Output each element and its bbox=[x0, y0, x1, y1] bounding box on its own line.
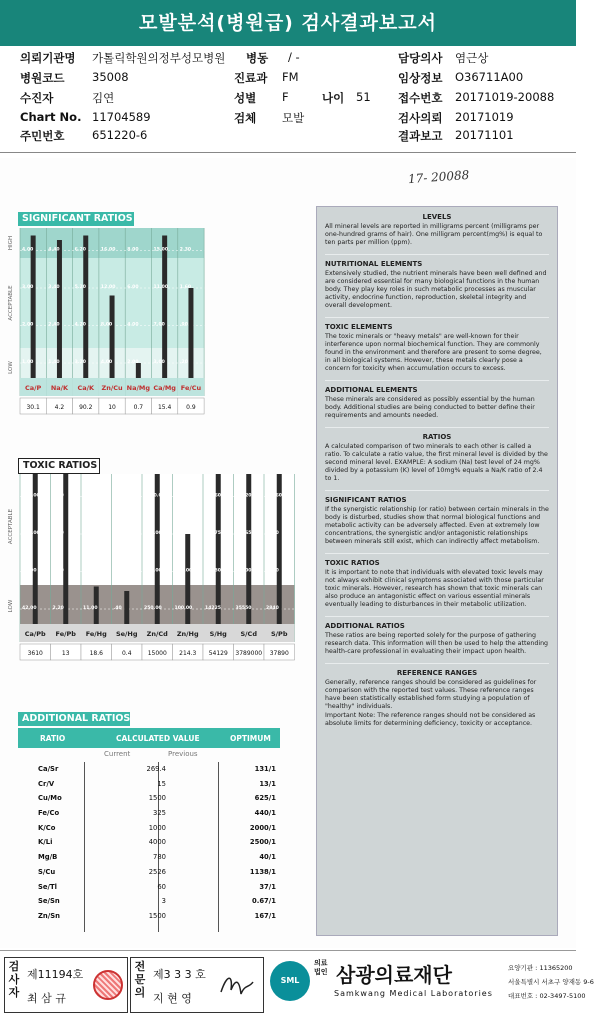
current-value: 1500 bbox=[148, 794, 166, 803]
ratio-bar bbox=[57, 240, 62, 378]
category-label: Ca/Mg bbox=[153, 384, 176, 392]
examiner-license: 제11194호 bbox=[27, 968, 84, 981]
tick-label: 3.00 bbox=[22, 285, 34, 290]
tick-label: 44.00 bbox=[83, 493, 98, 499]
table-row bbox=[18, 762, 280, 777]
ratio-bar bbox=[136, 363, 141, 378]
optimum-value: 131/1 bbox=[254, 765, 276, 773]
facility-code: 요양기관 : 11365200 bbox=[508, 964, 573, 972]
table-row bbox=[18, 777, 280, 792]
subheader-previous: Previous bbox=[168, 750, 198, 758]
phone: 대표번호 : 02-3497-5100 bbox=[508, 992, 586, 1000]
value-label: 15000 bbox=[147, 650, 167, 657]
panel-heading: LEVELS bbox=[422, 213, 452, 221]
table-row bbox=[18, 806, 280, 821]
optimum-value: 40/1 bbox=[259, 853, 276, 862]
column-header: CALCULATED VALUE bbox=[116, 734, 200, 743]
brand-prefix: 의료 법인 bbox=[314, 959, 328, 976]
brand-english: Samkwang Medical Laboratories bbox=[334, 989, 493, 998]
tick-label: 400.00 bbox=[174, 493, 193, 499]
category-label: Fe/Pb bbox=[55, 630, 76, 638]
info-value: 20171101 bbox=[455, 128, 514, 142]
tick-label: 6.00 bbox=[127, 285, 139, 290]
tick-label: 12.00 bbox=[100, 285, 116, 290]
ratio-bar bbox=[63, 474, 68, 624]
axis-label: LOW bbox=[8, 361, 14, 374]
ratio-name: Cu/Mo bbox=[38, 794, 62, 803]
category-label: Fe/Hg bbox=[85, 630, 107, 638]
current-value: 60 bbox=[157, 882, 166, 891]
ratio-bar bbox=[188, 288, 193, 378]
tick-label: 1.40 bbox=[48, 360, 60, 365]
panel-heading: ADDITIONAL ELEMENTS bbox=[325, 380, 549, 394]
category-label: Na/Mg bbox=[126, 384, 151, 392]
panel-text: Generally, reference ranges should be considered as guidelines for comparison with the reported test values. These reference ranges have been statistically established form studying a population of "healthy" individuals. bbox=[325, 679, 537, 710]
brand-name: 삼광의료재단 bbox=[336, 963, 452, 987]
info-value: 가톨릭학원의정부성모병원 bbox=[92, 51, 226, 65]
optimum-value: 13/1 bbox=[259, 779, 276, 788]
info-value: F bbox=[282, 90, 289, 104]
ratio-name: Fe/Co bbox=[38, 809, 60, 818]
tick-label: 5680 bbox=[266, 568, 279, 574]
panel-text: It is important to note that individuals with elevated toxic levels may not always exhibit clinical symptoms associated with those particular toxic minerals. However, research has shown that toxic minerals can also produce an antagonistic effect on various essential minerals eventually leading to disturbances in their metabolic utilization. bbox=[325, 569, 544, 608]
current-value: 15 bbox=[157, 779, 166, 788]
category-label: Na/K bbox=[50, 384, 69, 392]
panel-text: These ratios are being reported solely for the purpose of gathering research data. This information will then be used to help the attending health-care professional in evaluating their impact upon health. bbox=[325, 632, 549, 655]
tick-label: 22.00 bbox=[83, 568, 98, 574]
tick-label: 11360 bbox=[266, 493, 282, 499]
subheader-current: Current bbox=[104, 750, 131, 758]
ratio-bar bbox=[110, 296, 115, 379]
table-row bbox=[18, 821, 280, 836]
current-value: 3 bbox=[161, 897, 166, 906]
current-value: 1500 bbox=[148, 911, 166, 920]
category-label: Se/Hg bbox=[115, 630, 138, 638]
category-label: Zn/Cu bbox=[101, 384, 123, 392]
info-label: 접수번호 bbox=[398, 91, 443, 105]
tick-label: 1.60 bbox=[113, 493, 125, 499]
tick-label: 2.30 bbox=[179, 247, 192, 253]
info-value: 20171019-20088 bbox=[455, 90, 555, 104]
tick-label: 6.20 bbox=[74, 247, 86, 253]
info-label: 나이 bbox=[322, 91, 345, 105]
info-label: 병원코드 bbox=[20, 71, 65, 85]
specialist-label: 전문의 bbox=[134, 960, 146, 999]
tick-label: 106650 bbox=[235, 531, 255, 536]
table-body bbox=[18, 762, 280, 924]
ratio-bar bbox=[31, 236, 36, 379]
panel-text: The toxic minerals or "heavy metals" are well-known for their interference upon normal biochemical function. They are commonly found in the environment and therefore are present to some degree, in all biological systems. However, these metals clearly pose a concern for toxicity when accumulation occurs to excess. bbox=[325, 333, 542, 372]
value-label: 37890 bbox=[269, 650, 289, 657]
explanation-panel bbox=[316, 206, 558, 936]
address: 서울특별시 서초구 양재동 9-6 bbox=[508, 978, 594, 986]
value-label: 4.2 bbox=[54, 404, 65, 411]
tick-label: 14225 bbox=[205, 606, 221, 611]
report-title: 모발분석(병원급) 검사결과보고서 bbox=[0, 0, 576, 46]
tick-label: 300.00 bbox=[174, 531, 193, 536]
axis-label: LOW bbox=[8, 599, 14, 613]
table-row bbox=[18, 865, 280, 880]
value-label: 30.1 bbox=[26, 404, 40, 411]
info-label: 의뢰기관명 bbox=[20, 51, 76, 65]
info-value: 20171019 bbox=[455, 110, 514, 124]
signature-icon bbox=[217, 968, 257, 1004]
tick-label: 126.00 bbox=[22, 531, 40, 536]
tick-label: 16.00 bbox=[100, 247, 116, 253]
current-value: 780 bbox=[153, 853, 166, 862]
info-label: 병동 bbox=[246, 51, 269, 65]
tick-label: 4.00 bbox=[100, 360, 113, 365]
optimum-value: 0.67/1 bbox=[252, 897, 276, 906]
specialist-name: 지 현 영 bbox=[153, 992, 192, 1005]
info-value: 김연 bbox=[92, 91, 115, 105]
panel-heading: ADDITIONAL RATIOS bbox=[325, 616, 549, 630]
table-row bbox=[18, 850, 280, 865]
panel-text: If the synergistic relationship (or ratio) between certain minerals in the body is disturbed, studies show that normal biological functions and metabolic activity can be adversely affected. Even at extremely low concentrations, the synergistic and/or antagonistic relationships between minerals still exist, which can indirectly affect metabolism. bbox=[325, 506, 549, 545]
tick-label: 71100 bbox=[235, 568, 252, 574]
current-value: 1000 bbox=[148, 823, 166, 832]
column-header: RATIO bbox=[40, 734, 66, 743]
tick-label: 11.00 bbox=[153, 285, 169, 290]
panel-heading: TOXIC RATIOS bbox=[325, 553, 549, 567]
axis-label: ACCEPTABLE bbox=[8, 285, 14, 321]
ratio-name: Se/Tl bbox=[38, 882, 57, 891]
tick-label: .80 bbox=[113, 568, 122, 574]
value-label: 90.2 bbox=[79, 404, 93, 411]
category-label: S/Pb bbox=[271, 630, 288, 638]
tick-label: 4.40 bbox=[52, 568, 64, 574]
tick-label: 2.00 bbox=[22, 322, 34, 328]
tick-label: 8.00 bbox=[100, 322, 113, 328]
tick-label: 200.00 bbox=[174, 568, 193, 574]
tick-label: 5.20 bbox=[74, 285, 86, 290]
info-label: 수진자 bbox=[20, 91, 54, 105]
info-label: Chart No. bbox=[20, 110, 82, 124]
handwritten-note: 17- 20088 bbox=[407, 167, 470, 187]
current-value: 325 bbox=[153, 809, 166, 818]
panel-text: These minerals are considered as possibly essential by the human body. Additional studies are being conducted to better define their requirements and amounts needed. bbox=[325, 396, 535, 419]
panel-heading: NUTRITIONAL ELEMENTS bbox=[325, 254, 549, 268]
info-value: O36711A00 bbox=[455, 70, 524, 84]
tick-label: 168.00 bbox=[22, 493, 40, 499]
tick-label: 142200 bbox=[235, 493, 255, 499]
panel-text: All mineral levels are reported in milligrams percent (milligrams per one-hundred grams of hair). One milligram percent(mg%) is equal to ten parts per million (ppm). bbox=[325, 223, 543, 246]
optimum-value: 625/1 bbox=[254, 794, 276, 803]
value-label: 3789000 bbox=[235, 650, 263, 657]
table-row bbox=[18, 909, 280, 924]
info-value: 염근상 bbox=[455, 51, 489, 65]
divider bbox=[0, 152, 576, 153]
optimum-value: 167/1 bbox=[254, 911, 276, 920]
optimum-value: 37/1 bbox=[259, 882, 276, 891]
info-value: 35008 bbox=[92, 70, 129, 84]
category-label: Zn/Hg bbox=[176, 630, 199, 638]
tick-label: 1.20 bbox=[113, 531, 125, 536]
significant-ratios-chart bbox=[0, 226, 300, 436]
value-label: 3610 bbox=[27, 650, 43, 657]
value-label: 54129 bbox=[208, 650, 228, 657]
ratio-name: Se/Sn bbox=[38, 897, 60, 906]
tick-label: 8520 bbox=[266, 531, 279, 536]
tick-label: 1.60 bbox=[179, 285, 192, 290]
examiner-box bbox=[4, 957, 128, 1013]
ratio-name: Zn/Sn bbox=[38, 911, 60, 920]
tick-label: 84.00 bbox=[22, 568, 37, 574]
info-label: 담당의사 bbox=[398, 51, 443, 65]
tick-label: 750.00 bbox=[144, 531, 162, 536]
category-label: Fe/Cu bbox=[180, 384, 202, 392]
info-label: 성별 bbox=[234, 91, 257, 105]
category-label: S/Hg bbox=[209, 630, 227, 638]
tick-label: 2840 bbox=[266, 606, 279, 611]
value-label: 0.9 bbox=[186, 404, 196, 411]
ratio-name: K/Co bbox=[38, 823, 56, 832]
optimum-value: 440/1 bbox=[254, 809, 276, 818]
tick-label: 100.00 bbox=[174, 606, 193, 611]
panel-text: Extensively studied, the nutrient minerals have been well defined and are considered essential for many biological functions in the human body. They play key roles in such metabolic processes as muscular activity, endocrine function, reproduction, skeletal integrity and overall development. bbox=[325, 270, 547, 309]
optimum-value: 2500/1 bbox=[249, 838, 276, 847]
axis-label: ACCEPTABLE bbox=[8, 508, 14, 545]
optimum-value: 2000/1 bbox=[249, 823, 276, 832]
value-label: 214.3 bbox=[179, 650, 197, 657]
tick-label: 4.00 bbox=[127, 322, 139, 328]
specialist-box bbox=[130, 957, 264, 1013]
info-value: 모발 bbox=[282, 111, 305, 125]
specialist-license: 제3 3 3 호 bbox=[153, 968, 206, 981]
panel-text: Important Note: The reference ranges should not be considered as absolute limits for determining deficiency, toxicity or acceptance. bbox=[325, 712, 536, 727]
examiner-label: 검사자 bbox=[8, 960, 20, 999]
tick-label: 28450 bbox=[205, 568, 221, 574]
tick-label: 35550 bbox=[235, 606, 252, 611]
tick-label: 3.20 bbox=[74, 360, 86, 365]
ratio-bar bbox=[124, 591, 129, 624]
current-value: 2526 bbox=[148, 867, 166, 876]
value-label: 0.7 bbox=[133, 404, 144, 411]
info-label: 검체 bbox=[234, 111, 257, 125]
tick-label: .90 bbox=[179, 322, 188, 328]
patient-info bbox=[0, 48, 576, 148]
info-label: 주민번호 bbox=[20, 129, 65, 143]
table-row bbox=[18, 894, 280, 909]
column-header: OPTIMUM bbox=[230, 734, 271, 743]
additional-ratios-title: ADDITIONAL RATIOS bbox=[18, 712, 130, 726]
tick-label: .40 bbox=[113, 606, 122, 611]
tick-label: 42.00 bbox=[22, 606, 37, 611]
examiner-name: 최 삼 규 bbox=[27, 992, 66, 1005]
info-label: 진료과 bbox=[234, 71, 268, 85]
table-header bbox=[18, 728, 280, 748]
tick-label: 2.40 bbox=[48, 322, 60, 328]
info-value: FM bbox=[282, 70, 299, 84]
tick-label: 3.40 bbox=[48, 285, 60, 290]
tick-label: 1.00 bbox=[22, 360, 34, 365]
tick-label: 33.00 bbox=[83, 531, 98, 536]
ratio-name: Cr/V bbox=[38, 779, 55, 788]
panel-heading: RATIOS bbox=[325, 427, 549, 441]
table-row bbox=[18, 880, 280, 895]
category-label: Ca/Pb bbox=[24, 630, 46, 638]
tick-label: 7.00 bbox=[153, 322, 165, 328]
info-value: 51 bbox=[356, 90, 371, 104]
tick-label: 4.40 bbox=[48, 247, 60, 253]
category-label: Zn/Cd bbox=[146, 630, 168, 638]
toxic-ratios-chart bbox=[0, 472, 300, 684]
ratio-name: S/Cu bbox=[38, 867, 56, 876]
value-label: 10 bbox=[108, 404, 116, 411]
axis-label: HIGH bbox=[8, 235, 14, 251]
panel-heading: TOXIC ELEMENTS bbox=[325, 317, 549, 331]
tick-label: 11.00 bbox=[83, 606, 98, 611]
tick-label: 42675 bbox=[205, 531, 221, 536]
info-value: / - bbox=[288, 50, 300, 64]
tick-label: 15.00 bbox=[153, 247, 169, 253]
tick-label: 2.20 bbox=[52, 606, 64, 611]
sml-logo-icon: SML bbox=[270, 961, 310, 1001]
current-value: 269.4 bbox=[146, 765, 166, 773]
tick-label: 2.00 bbox=[127, 360, 139, 365]
ratio-name: K/Li bbox=[38, 838, 53, 847]
value-label: 18.6 bbox=[89, 650, 103, 657]
tick-label: .20 bbox=[179, 360, 188, 365]
category-label: S/Cd bbox=[240, 630, 257, 638]
info-label: 결과보고 bbox=[398, 129, 443, 143]
tick-label: 8.80 bbox=[52, 493, 64, 499]
tick-label: 4.20 bbox=[74, 322, 86, 328]
panel-heading: REFERENCE RANGES bbox=[325, 663, 549, 677]
info-value: 651220-6 bbox=[92, 128, 148, 142]
significant-ratios-title: SIGNIFICANT RATIOS bbox=[18, 212, 134, 226]
value-label: 0.4 bbox=[121, 650, 132, 657]
current-value: 4000 bbox=[148, 838, 166, 847]
value-label: 13 bbox=[61, 650, 70, 657]
ratio-name: Mg/B bbox=[38, 853, 58, 862]
ratio-name: Ca/Sr bbox=[38, 765, 59, 773]
info-value: 11704589 bbox=[92, 110, 151, 124]
footer bbox=[0, 950, 594, 1018]
tick-label: 56860 bbox=[205, 493, 221, 499]
seal-stamp bbox=[93, 970, 123, 1000]
ratio-bar bbox=[162, 236, 167, 379]
optimum-value: 1138/1 bbox=[249, 867, 276, 876]
tick-label: 500.00 bbox=[144, 568, 162, 574]
additional-ratios-table bbox=[18, 728, 280, 932]
panel-heading: SIGNIFICANT RATIOS bbox=[325, 490, 549, 504]
info-label: 검사의뢰 bbox=[398, 111, 443, 125]
tick-label: 1000.00 bbox=[144, 493, 165, 499]
ratio-bar bbox=[83, 236, 88, 379]
tick-label: 3.00 bbox=[153, 360, 165, 365]
tick-label: 6.60 bbox=[52, 531, 64, 536]
zone-band bbox=[20, 228, 204, 258]
tick-label: 8.00 bbox=[127, 247, 139, 253]
table-row bbox=[18, 835, 280, 850]
table-row bbox=[18, 791, 280, 806]
category-label: Ca/K bbox=[77, 384, 95, 392]
category-label: Ca/P bbox=[25, 384, 42, 392]
toxic-ratios-title: TOXIC RATIOS bbox=[18, 458, 100, 474]
tick-label: 4.00 bbox=[22, 247, 34, 253]
tick-label: 250.00 bbox=[144, 606, 162, 611]
value-label: 15.4 bbox=[157, 404, 172, 411]
info-label: 임상정보 bbox=[398, 71, 443, 85]
panel-text: A calculated comparison of two minerals to each other is called a ratio. To calculate a ratio value, the first mineral level is divided by the second mineral level. EXAMPLE: A sodium (Na) test level of 24 mg% divided by a potassium (K) level of 10mg% equals a Na/K ratio of 2.4 to 1. bbox=[325, 443, 548, 482]
